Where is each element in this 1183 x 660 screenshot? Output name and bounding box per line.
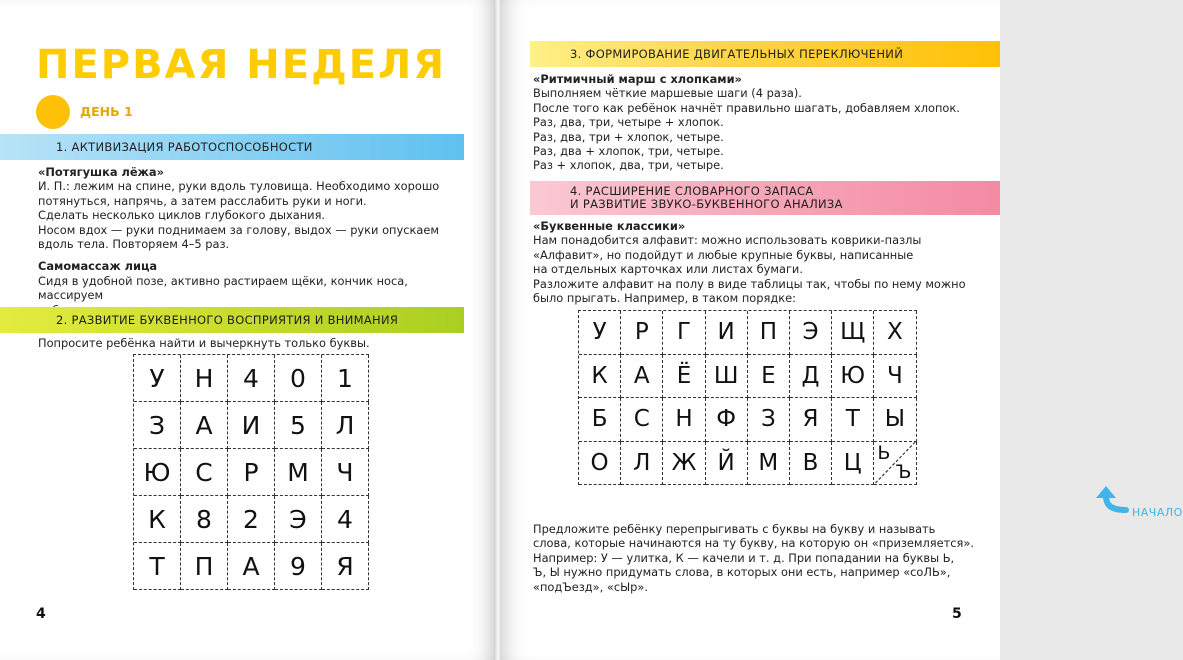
grid-cell-letter: Б	[591, 406, 608, 433]
text-line: Сидя в удобной позе, активно растираем щёки, кончик носа, массируем	[38, 273, 408, 303]
grid-cell	[181, 402, 228, 449]
day-marker-circle	[36, 95, 70, 129]
grid-cell-letter: З	[148, 410, 166, 440]
grid-cell-letter: З	[760, 406, 776, 433]
text-line: Раз + хлопок, два, три, четыре.	[533, 158, 724, 173]
grid-cell-letter: Й	[717, 449, 735, 476]
section-1-heading: 1. АКТИВИЗАЦИЯ РАБОТОСПОСОБНОСТИ	[56, 140, 313, 154]
grid-cell-letter: Н	[194, 363, 214, 393]
exercise-title: «Потягушка лёжа»	[38, 165, 164, 179]
grid-cell	[706, 311, 748, 355]
grid-cell	[181, 496, 228, 543]
grid-cell-letter: Ф	[716, 406, 737, 433]
grid-cell	[832, 311, 874, 355]
grid-cell-letter: О	[590, 449, 609, 476]
text-line: потянуться, напрячь, а затем расслабить руки и ноги.	[38, 193, 367, 208]
grid-cell-letter: Д	[801, 362, 820, 389]
grid-cell-letter: Ы	[884, 406, 906, 433]
text-line: После того как ребёнок начнёт правильно шагать, добавляем хлопок.	[533, 100, 960, 115]
text-line: Носом вдох — руки поднимаем за голову, выдох — руки опускаем	[38, 222, 439, 237]
grid-cell	[134, 449, 181, 496]
grid-cell-letter: И	[241, 410, 261, 440]
start-label: НАЧАЛО	[1132, 506, 1183, 519]
grid-cell-letter: Х	[887, 319, 903, 346]
right-page	[500, 0, 1183, 660]
page-number-right: 5	[952, 606, 962, 622]
grid-cell	[275, 402, 322, 449]
grid-cell	[181, 543, 228, 590]
grid-cell-letter: 4	[337, 504, 353, 534]
section-3-heading: 3. ФОРМИРОВАНИЕ ДВИГАТЕЛЬНЫХ ПЕРЕКЛЮЧЕНИЙ	[570, 47, 904, 61]
text-line: И. П.: лежим на спине, руки вдоль туловища. Необходимо хорошо	[38, 179, 440, 194]
grid-cell	[874, 311, 916, 355]
grid-cell-letter: Е	[761, 362, 776, 389]
text-line: на отдельных карточках или листах бумаги.	[533, 262, 803, 277]
grid-cell	[134, 543, 181, 590]
grid-cell	[748, 442, 790, 486]
grid-cell-letter: Э	[802, 319, 819, 346]
grid-cell	[228, 543, 275, 590]
grid-cell	[322, 449, 369, 496]
grid-cell	[663, 442, 705, 486]
exercise-title: «Буквенные классики»	[533, 219, 686, 233]
grid-cell-letter: Щ	[840, 319, 866, 346]
text-line: было прыгать. Например, в таком порядке:	[533, 291, 796, 306]
grid-cell	[790, 442, 832, 486]
grid-cell	[275, 496, 322, 543]
grid-cell	[181, 449, 228, 496]
grid-cell	[621, 442, 663, 486]
grid-cell-letter: Ч	[887, 362, 903, 389]
grid-cell	[748, 398, 790, 442]
page-number-left: 4	[36, 606, 46, 622]
grid-cell	[275, 543, 322, 590]
grid-cell-letter: 8	[196, 504, 212, 534]
grid-cell	[621, 398, 663, 442]
grid-cell-letter: У	[149, 363, 165, 393]
section-4-text	[533, 219, 983, 305]
grid-cell	[790, 398, 832, 442]
text-line: вдоль тела. Повторяем 4–5 раз.	[38, 237, 230, 252]
grid-cell-letter: К	[591, 362, 608, 389]
grid-cell-letter: Л	[633, 449, 651, 476]
section-2-banner	[0, 307, 464, 333]
grid-cell	[790, 311, 832, 355]
grid-cell-letter: М	[758, 449, 779, 476]
grid-cell	[832, 355, 874, 399]
letter-number-grid	[133, 354, 369, 590]
grid-cell-letter: П	[194, 551, 214, 581]
grid-cell-letter: Ъ	[895, 461, 912, 483]
grid-cell	[706, 398, 748, 442]
grid-cell-letter: Ю	[143, 457, 171, 487]
grid-cell	[663, 355, 705, 399]
grid-cell-letter: Г	[676, 319, 691, 346]
section-4-banner	[530, 181, 1000, 215]
grid-cell-letter: А	[633, 362, 650, 389]
grid-cell-letter: Ж	[671, 449, 697, 476]
grid-cell-letter: Ё	[676, 362, 692, 389]
grid-cell	[134, 355, 181, 402]
grid-cell	[134, 496, 181, 543]
grid-cell-letter: 5	[290, 410, 306, 440]
text-line: слова, которые начинаются на ту букву, на которую он «приземляется».	[533, 536, 974, 551]
grid-cell-letter: А	[242, 551, 260, 581]
grid-cell-letter: Л	[335, 410, 355, 440]
grid-cell	[621, 311, 663, 355]
grid-cell-letter: У	[592, 319, 607, 346]
grid-cell	[228, 496, 275, 543]
start-arrow-icon	[1092, 486, 1128, 514]
left-page	[0, 0, 497, 660]
text-line: Раз, два, три + хлопок, четыре.	[533, 129, 724, 144]
grid-cell-letter: А	[195, 410, 213, 440]
grid-cell-letter: И	[717, 319, 735, 346]
grid-cell	[874, 398, 916, 442]
grid-cell-letter: Я	[336, 551, 354, 581]
grid-cell	[832, 442, 874, 486]
grid-cell-letter: Ю	[840, 362, 866, 389]
grid-cell	[579, 398, 621, 442]
text-line: Разложите алфавит на полу в виде таблицы так, чтобы по нему можно	[533, 276, 966, 291]
grid-cell-letter: Р	[243, 457, 259, 487]
grid-cell	[706, 442, 748, 486]
grid-cell	[748, 355, 790, 399]
grid-cell	[228, 449, 275, 496]
grid-cell-letter: Т	[845, 406, 860, 433]
text-line: Например: У — улитка, К — качели и т. д. При попадании на буквы Ь,	[533, 550, 955, 565]
grid-cell-letter: М	[287, 457, 309, 487]
grid-cell-letter: Я	[802, 406, 819, 433]
grid-cell	[832, 398, 874, 442]
text-line: Сделать несколько циклов глубокого дыхания.	[38, 208, 326, 223]
grid-cell-letter: С	[633, 406, 650, 433]
week-title: ПЕРВАЯ НЕДЕЛЯ	[36, 42, 447, 88]
section-3-text	[533, 72, 983, 173]
grid-cell-letter: 1	[337, 363, 353, 393]
text-line: «Алфавит», но подойдут и любые крупные буквы, написанные	[533, 247, 914, 262]
grid-cell	[790, 355, 832, 399]
grid-cell-letter: Э	[289, 504, 307, 534]
grid-cell-letter: К	[148, 504, 166, 534]
grid-cell	[228, 355, 275, 402]
grid-cell-letter: Н	[675, 406, 693, 433]
text-line: Ъ, Ы нужно придумать слова, в которых они есть, например «соЛЬ»,	[533, 565, 951, 580]
section-4-closing-text	[533, 522, 988, 594]
text-line: «подЪезд», «сЫр».	[533, 579, 648, 594]
grid-cell-letter: Ь	[877, 441, 891, 464]
grid-cell	[748, 311, 790, 355]
text-line: Раз, два + хлопок, три, четыре.	[533, 144, 724, 159]
grid-cell	[874, 442, 916, 486]
grid-cell-letter: 2	[243, 504, 259, 534]
section-4-heading-line-1: 4. РАСШИРЕНИЕ СЛОВАРНОГО ЗАПАСА	[570, 184, 814, 198]
grid-cell	[706, 355, 748, 399]
grid-cell-letter: Ц	[843, 449, 862, 476]
grid-cell-letter: 0	[290, 363, 306, 393]
text-line: Предложите ребёнку перепрыгивать с буквы на букву и называть	[533, 522, 936, 536]
section-3-banner	[530, 41, 1000, 67]
text-line: Раз, два, три, четыре + хлопок.	[533, 115, 724, 130]
grid-cell	[275, 449, 322, 496]
grid-cell	[874, 355, 916, 399]
section-1-text	[38, 165, 468, 317]
section-2-heading: 2. РАЗВИТИЕ БУКВЕННОГО ВОСПРИЯТИЯ И ВНИМАНИЯ	[56, 313, 399, 327]
text-line: Нам понадобится алфавит: можно использовать коврики-пазлы	[533, 233, 922, 248]
exercise-title: «Ритмичный марш с хлопками»	[533, 72, 742, 86]
grid-cell	[322, 543, 369, 590]
grid-cell-letter: П	[759, 319, 777, 346]
grid-cell	[134, 402, 181, 449]
section-1-banner	[0, 134, 464, 160]
grid-cell-letter: 4	[243, 363, 259, 393]
grid-cell	[663, 398, 705, 442]
grid-cell	[322, 355, 369, 402]
alphabet-hopscotch-grid	[578, 310, 917, 485]
grid-cell-letter: Ч	[336, 457, 354, 487]
grid-cell	[621, 355, 663, 399]
grid-cell	[579, 311, 621, 355]
grid-cell-letter: С	[195, 457, 213, 487]
grid-cell	[275, 355, 322, 402]
grid-cell-letter: Р	[634, 319, 649, 346]
grid-cell	[579, 355, 621, 399]
section-4-heading-line-2: И РАЗВИТИЕ ЗВУКО-БУКВЕННОГО АНАЛИЗА	[570, 197, 843, 211]
grid-cell-letter: Т	[149, 551, 165, 581]
text-line: Выполняем чёткие маршевые шаги (4 раза).	[533, 86, 802, 101]
grid-cell-letter: 9	[290, 551, 306, 581]
day-label: ДЕНЬ 1	[80, 104, 133, 119]
grid-cell	[663, 311, 705, 355]
grid-cell	[228, 402, 275, 449]
grid-cell	[579, 442, 621, 486]
section-2-instruction: Попросите ребёнка найти и вычеркнуть только буквы.	[38, 336, 370, 350]
grid-cell	[322, 496, 369, 543]
grid-cell	[181, 355, 228, 402]
grid-cell-letter: В	[802, 449, 819, 476]
grid-cell-letter: Ш	[713, 362, 739, 389]
exercise-title: Самомассаж лица	[38, 259, 158, 274]
grid-cell	[322, 402, 369, 449]
